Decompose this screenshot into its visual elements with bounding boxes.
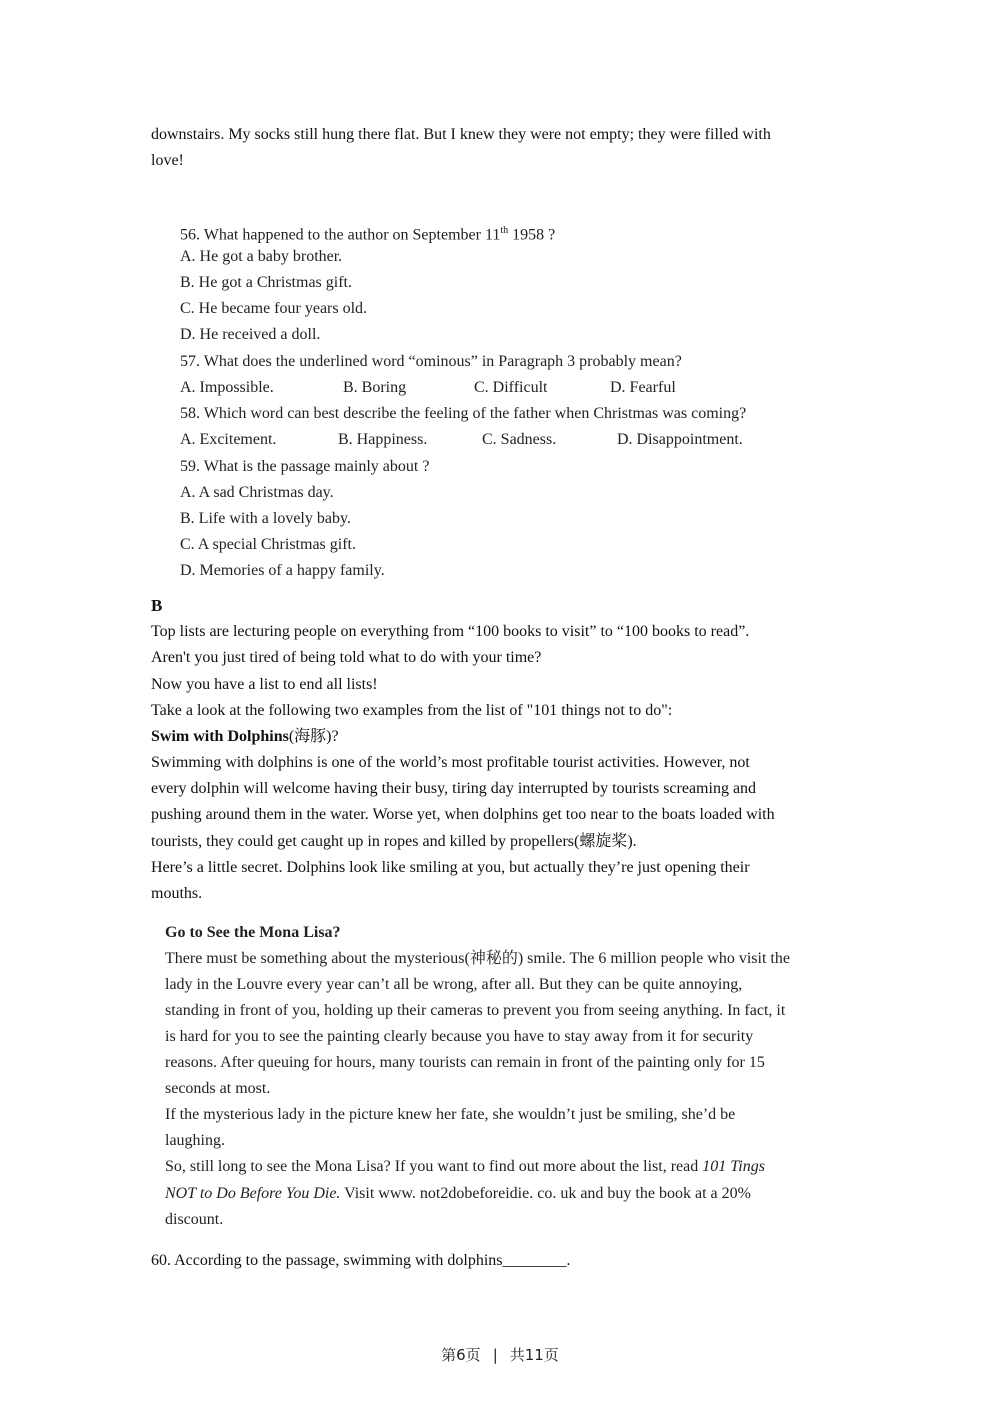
question-58-option-b: B. Happiness. — [338, 431, 428, 448]
question-58-option-a: A. Excitement. — [180, 431, 277, 448]
mona-lisa-line-2: lady in the Louvre every year can’t all be wrong, after all. But they can be quite annoying, — [165, 976, 743, 993]
question-56-option-a: A. He got a baby brother. — [180, 248, 343, 265]
page-number: 第6页 — [441, 1346, 481, 1364]
question-57-option-b: B. Boring — [343, 379, 407, 396]
dolphins-title-text: Swim with Dolphins — [151, 728, 289, 745]
superscript-th: th — [500, 225, 509, 236]
mona-lisa-line-6: seconds at most. — [165, 1080, 271, 1097]
footer-separator: | — [492, 1346, 498, 1364]
mona-lisa-line-4: is hard for you to see the painting clearly because you have to stay away from it for security — [165, 1028, 754, 1045]
question-59-option-a: A. A sad Christmas day. — [180, 484, 334, 501]
question-59-option-b: B. Life with a lovely baby. — [180, 510, 351, 527]
mona-lisa-line-10-text: Visit www. not2dobeforeidie. co. uk and buy the book at a 20% — [340, 1185, 751, 1202]
dolphins-title — [151, 724, 851, 750]
question-57-stem: 57. What does the underlined word “ominous” in Paragraph 3 probably mean? — [180, 353, 682, 370]
question-56-stem-year: 1958 ? — [508, 226, 556, 244]
mona-lisa-line-10 — [165, 1181, 865, 1207]
question-58-stem: 58. Which word can best describe the feeling of the father when Christmas was coming? — [180, 405, 747, 422]
mona-lisa-line-3: standing in front of you, holding up their cameras to prevent you from seeing anything. In fact, it — [165, 1002, 786, 1019]
mona-lisa-line-8: laughing. — [165, 1132, 225, 1149]
question-59-option-d: D. Memories of a happy family. — [180, 562, 385, 579]
page-total: 共11页 — [509, 1346, 559, 1364]
question-57-option-c: C. Difficult — [474, 379, 548, 396]
question-59-option-c: C. A special Christmas gift. — [180, 536, 356, 553]
dolphins-line-5: Here’s a little secret. Dolphins look like smiling at you, but actually they’re just opening their — [151, 859, 750, 876]
question-56-option-d: D. He received a doll. — [180, 326, 321, 343]
mona-lisa-line-9-text: So, still long to see the Mona Lisa? If you want to find out more about the list, read — [165, 1158, 703, 1175]
question-56-option-c: C. He became four years old. — [180, 300, 368, 317]
question-56-stem-text: 56. What happened to the author on September 11 — [180, 226, 501, 244]
question-57-option-a: A. Impossible. — [180, 379, 274, 396]
section-b-line-2: Aren't you just tired of being told what to do with your time? — [151, 649, 542, 666]
question-56-option-b: B. He got a Christmas gift. — [180, 274, 352, 291]
dolphins-line-6: mouths. — [151, 885, 203, 902]
dolphins-line-4: tourists, they could get caught up in ropes and killed by propellers(螺旋桨). — [151, 833, 637, 850]
question-58-option-c: C. Sadness. — [482, 431, 557, 448]
question-59-stem: 59. What is the passage mainly about ? — [180, 458, 430, 475]
page-footer — [0, 1344, 1000, 1365]
intro-line-2: love! — [151, 152, 184, 169]
section-b-line-1: Top lists are lecturing people on everything from “100 books to visit” to “100 books to read”. — [151, 623, 750, 640]
book-title-part-2: NOT to Do Before You Die. — [165, 1185, 341, 1202]
intro-line-1: downstairs. My socks still hung there flat. But I knew they were not empty; they were filled with — [151, 126, 771, 143]
section-b-line-4: Take a look at the following two examples from the list of "101 things not to do": — [151, 702, 673, 719]
mona-lisa-line-9 — [165, 1154, 865, 1180]
mona-lisa-title: Go to See the Mona Lisa? — [165, 924, 341, 941]
dolphins-line-2: every dolphin will welcome having their busy, tiring day interrupted by tourists screaming and — [151, 780, 757, 797]
section-b-heading: B — [151, 596, 163, 615]
book-title-part-1: 101 Tings — [702, 1158, 765, 1175]
mona-lisa-line-5: reasons. After queuing for hours, many tourists can remain in front of the painting only for 15 — [165, 1054, 765, 1071]
dolphins-line-1: Swimming with dolphins is one of the world’s most profitable tourist activities. However, not — [151, 754, 750, 771]
mona-lisa-line-11: discount. — [165, 1211, 224, 1228]
section-b-line-3: Now you have a list to end all lists! — [151, 676, 378, 693]
mona-lisa-line-7: If the mysterious lady in the picture knew her fate, she wouldn’t just be smiling, she’d be — [165, 1106, 736, 1123]
question-60-stem: 60. According to the passage, swimming with dolphins________. — [151, 1252, 571, 1269]
mona-lisa-line-1: There must be something about the mysterious(神秘的) smile. The 6 million people who visit the — [165, 950, 790, 967]
dolphins-line-3: pushing around them in the water. Worse yet, when dolphins get too near to the boats loaded with — [151, 806, 775, 823]
question-57-option-d: D. Fearful — [610, 379, 676, 396]
question-58-option-d: D. Disappointment. — [617, 431, 743, 448]
dolphins-title-tail: (海豚)? — [288, 728, 339, 745]
